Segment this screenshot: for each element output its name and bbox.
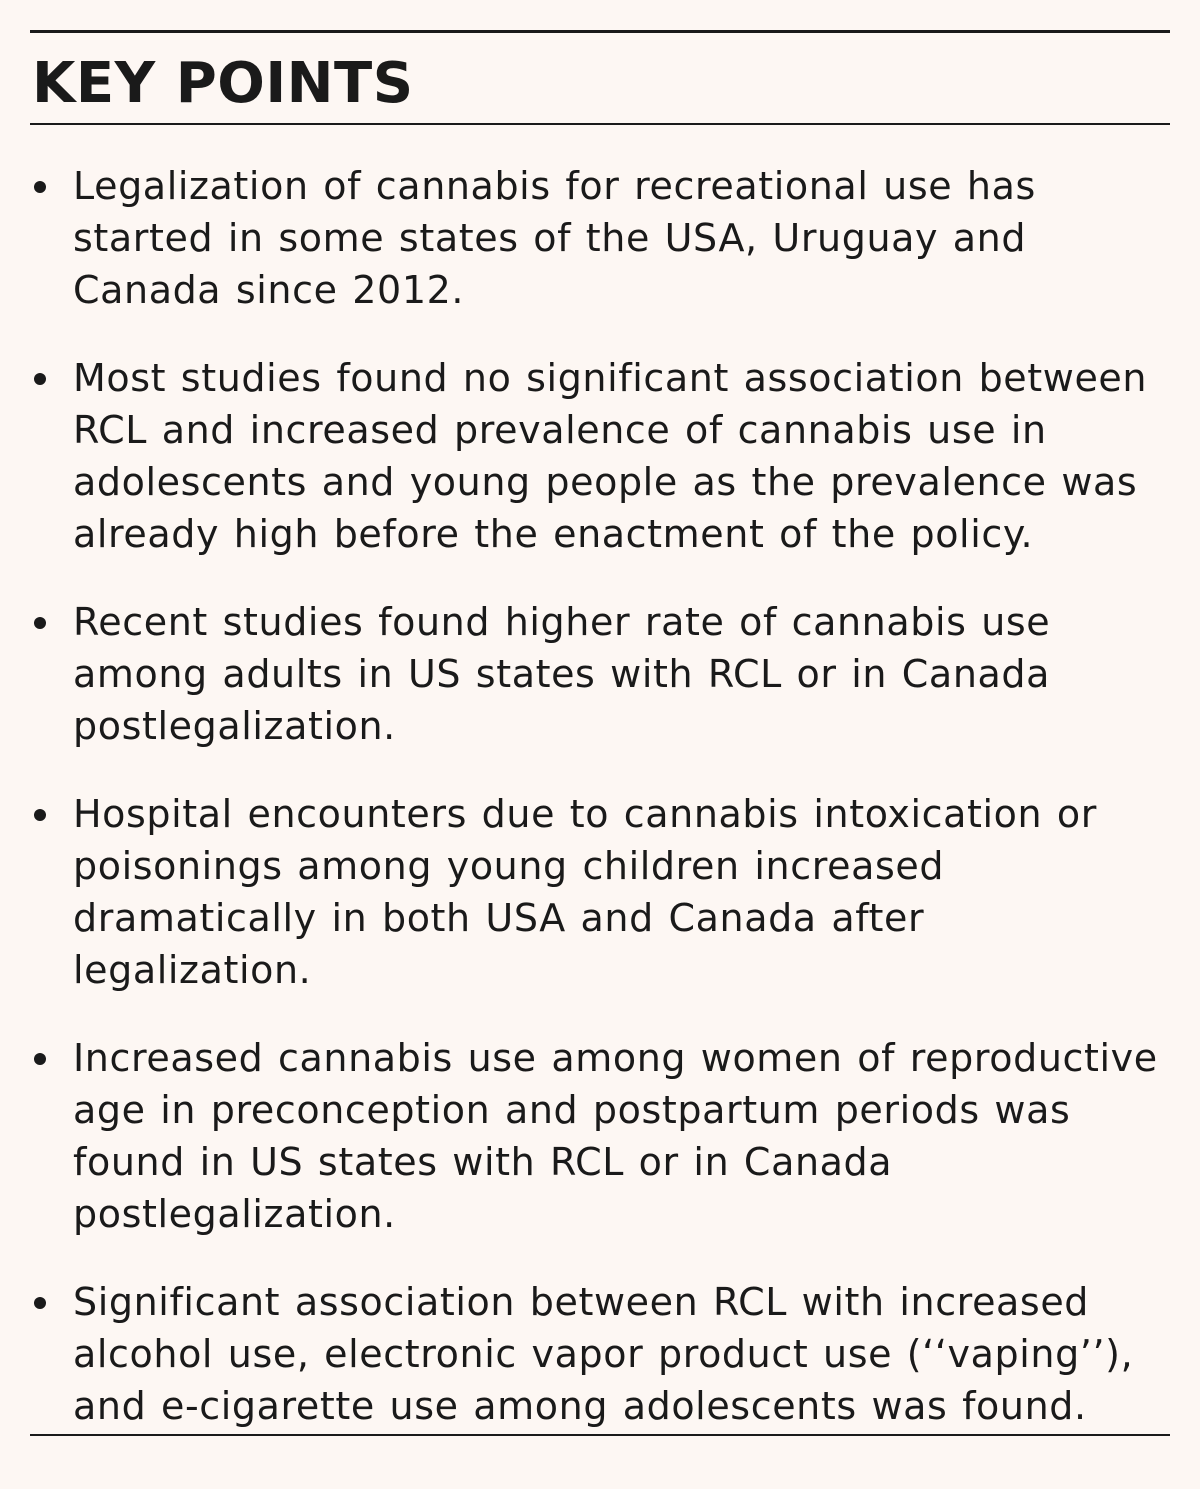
key-points-box <box>30 30 1170 1436</box>
key-point-text: Recent studies found higher rate of cannabis use among adults in US states with RCL or in Canada postlegalization. <box>73 600 1051 748</box>
key-point-item <box>30 160 1170 316</box>
key-point-text: Significant association between RCL with increased alcohol use, electronic vapor product use (‘‘vaping’’), and e-cigarette use among adolescents was found. <box>73 1280 1134 1428</box>
key-point-item <box>30 788 1170 996</box>
key-point-item <box>30 352 1170 560</box>
bullet-icon <box>34 181 46 193</box>
bullet-icon <box>34 1053 46 1065</box>
bullet-icon <box>34 1297 46 1309</box>
key-point-item <box>30 1032 1170 1240</box>
key-point-text: Hospital encounters due to cannabis intoxication or poisonings among young children increased dramatically in both USA and Canada after legalization. <box>73 792 1097 992</box>
top-rule <box>30 30 1170 33</box>
heading-rule <box>30 123 1170 125</box>
key-point-item <box>30 596 1170 752</box>
key-point-text: Most studies found no significant association between RCL and increased prevalence of cannabis use in adolescents and young people as the prevalence was already high before the enactment of the policy. <box>73 356 1148 556</box>
key-point-text: Legalization of cannabis for recreational use has started in some states of the USA, Uruguay and Canada since 2012. <box>73 164 1036 312</box>
key-point-text: Increased cannabis use among women of reproductive age in preconception and postpartum periods was found in US states with RCL or in Canada postlegalization. <box>73 1036 1158 1236</box>
bullet-icon <box>34 373 46 385</box>
key-points-list <box>30 160 1170 1468</box>
key-point-item <box>30 1276 1170 1432</box>
bullet-icon <box>34 617 46 629</box>
bottom-rule <box>30 1434 1170 1436</box>
key-points-heading: KEY POINTS <box>32 51 414 116</box>
bullet-icon <box>34 809 46 821</box>
